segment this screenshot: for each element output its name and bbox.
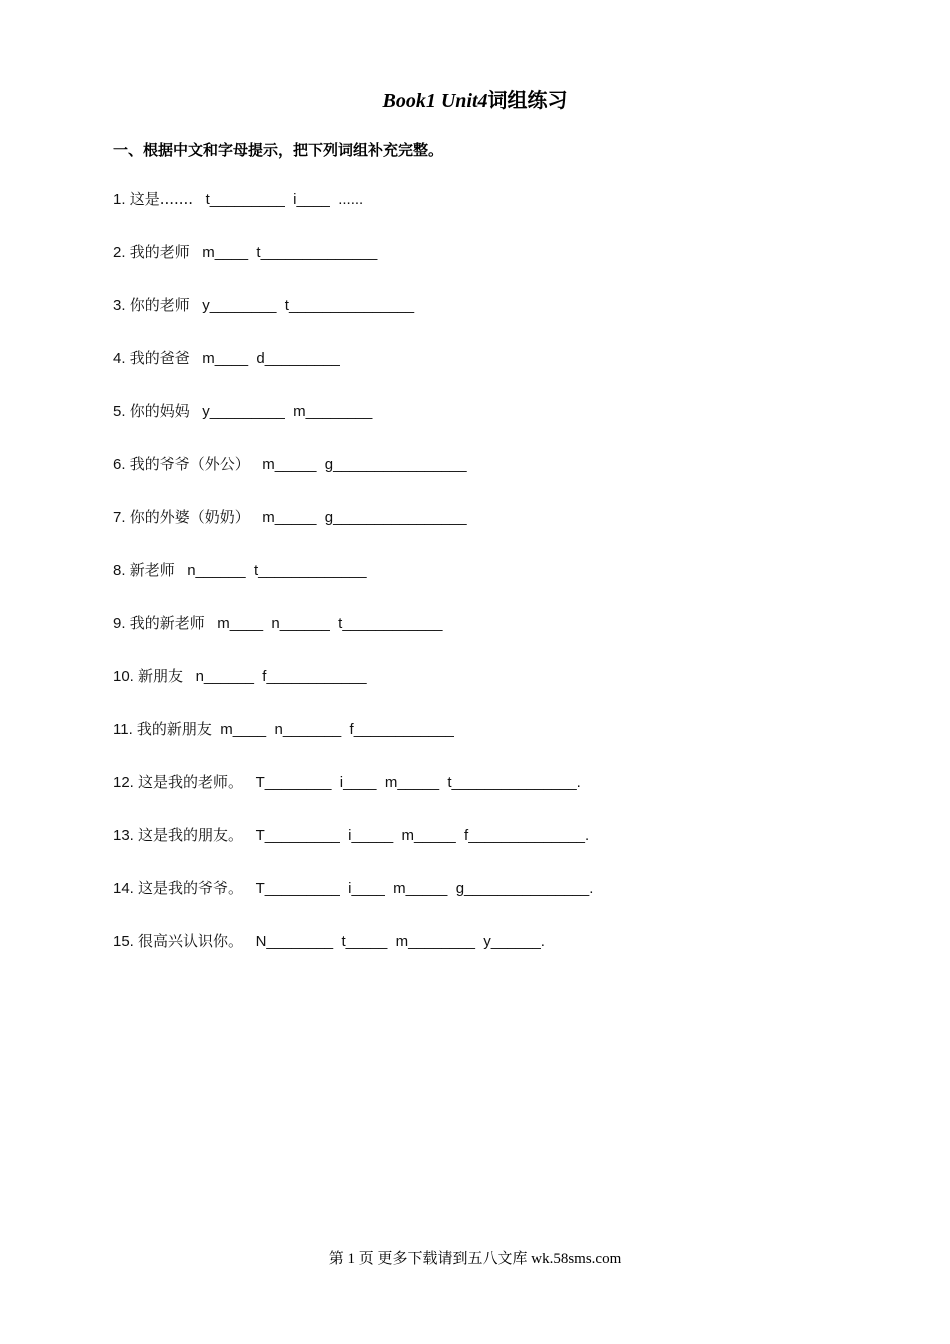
question-item: [113, 877, 593, 898]
answer-blanks[interactable]: m____ t______________: [202, 244, 378, 261]
page-title: [0, 84, 950, 113]
question-number: 6.: [113, 456, 126, 473]
title-english: Book1 Unit4: [382, 90, 488, 112]
question-item: [113, 294, 414, 315]
question-number: 11.: [113, 721, 133, 738]
question-number: 10.: [113, 668, 134, 685]
question-item: [113, 453, 467, 474]
question-item: [113, 665, 367, 686]
question-number: 8.: [113, 562, 126, 579]
answer-blanks[interactable]: t_________ i____ ......: [205, 191, 364, 208]
question-chinese: 我的老师: [129, 243, 190, 261]
question-chinese: 这是我的朋友。: [138, 826, 244, 844]
question-item: [113, 930, 545, 951]
question-chinese: 这是我的老师。: [138, 773, 244, 791]
question-chinese: 我的爷爷（外公）: [129, 455, 250, 473]
question-number: 14.: [113, 880, 134, 897]
question-number: 15.: [113, 933, 134, 950]
question-item: [113, 612, 442, 633]
question-item: [113, 718, 454, 739]
question-item: [113, 506, 467, 527]
answer-blanks[interactable]: n______ t_____________: [187, 562, 367, 579]
answer-blanks[interactable]: T_________ i____ m_____ g_______________.: [255, 880, 594, 897]
question-number: 4.: [113, 350, 126, 367]
question-number: 1.: [113, 191, 126, 208]
question-number: 12.: [113, 774, 134, 791]
question-chinese: 你的外婆（奶奶）: [129, 508, 250, 526]
answer-blanks[interactable]: m_____ g________________: [262, 456, 467, 473]
question-chinese: 你的妈妈: [129, 402, 190, 420]
question-item: [113, 241, 377, 262]
question-chinese: 我的新朋友: [136, 720, 212, 738]
answer-blanks[interactable]: y________ t_______________: [202, 297, 415, 314]
question-item: [113, 347, 340, 368]
answer-blanks[interactable]: m____ n_______ f____________: [220, 721, 454, 738]
answer-blanks[interactable]: m____ d_________: [202, 350, 340, 367]
answer-blanks[interactable]: m____ n______ t____________: [217, 615, 443, 632]
question-number: 2.: [113, 244, 126, 261]
question-chinese: 这是.......: [129, 190, 194, 208]
question-item: [113, 400, 372, 421]
question-chinese: 新老师: [129, 561, 175, 579]
question-chinese: 你的老师: [129, 296, 190, 314]
question-number: 7.: [113, 509, 126, 526]
answer-blanks[interactable]: m_____ g________________: [262, 509, 467, 526]
answer-blanks[interactable]: T_________ i_____ m_____ f______________.: [255, 827, 590, 844]
question-item: [113, 824, 589, 845]
question-chinese: 这是我的爷爷。: [138, 879, 244, 897]
question-number: 3.: [113, 297, 126, 314]
question-number: 5.: [113, 403, 126, 420]
question-number: 13.: [113, 827, 134, 844]
page-footer: 第 1 页 更多下载请到五八文库 wk.58sms.com: [328, 1251, 622, 1267]
section-heading: 一、根据中文和字母提示，把下列词组补充完整。: [113, 141, 444, 159]
question-item: [113, 771, 581, 792]
question-item: [113, 188, 363, 209]
answer-blanks[interactable]: N________ t_____ m________ y______.: [255, 933, 545, 950]
question-number: 9.: [113, 615, 126, 632]
question-chinese: 很高兴认识你。: [138, 932, 244, 950]
answer-blanks[interactable]: y_________ m________: [202, 403, 373, 420]
answer-blanks[interactable]: n______ f____________: [195, 668, 367, 685]
answer-blanks[interactable]: T________ i____ m_____ t_______________.: [255, 774, 581, 791]
question-item: [113, 559, 367, 580]
title-chinese: 词组练习: [487, 88, 568, 112]
question-chinese: 新朋友: [138, 667, 184, 685]
question-chinese: 我的新老师: [129, 614, 205, 632]
question-chinese: 我的爸爸: [129, 349, 190, 367]
